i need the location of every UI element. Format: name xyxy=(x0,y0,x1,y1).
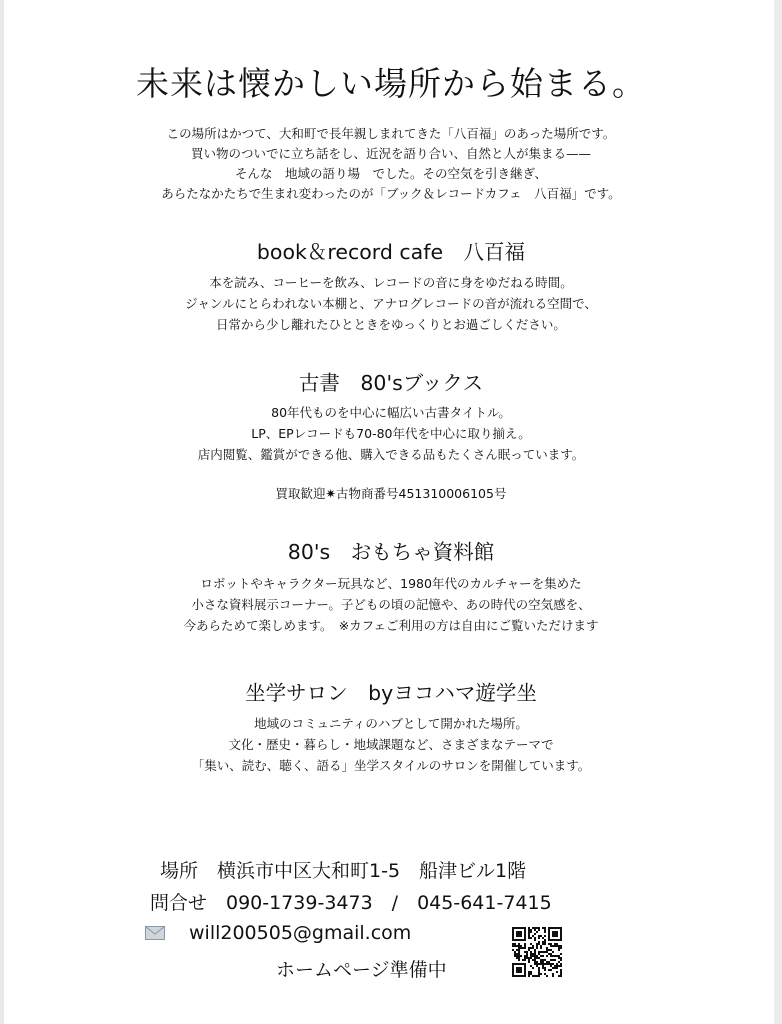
section-heading-cafe: book＆record cafe 八百福 xyxy=(256,240,526,264)
section-line: 文化・歴史・暮らし・地域課題など、さまざまなテーマで xyxy=(228,737,554,752)
section-line: LP、EPレコードも70-80年代を中心に取り揃え。 xyxy=(251,426,531,441)
email-row xyxy=(145,922,411,944)
section-line: 「集い、読む、聴く、語る」坐学スタイルのサロンを開催しています。 xyxy=(191,758,591,773)
section-line: 80年代ものを中心に幅広い古書タイトル。 xyxy=(271,405,511,420)
section-line: 本を読み、コーヒーを飲み、レコードの音に身をゆだねる時間。 xyxy=(209,275,573,290)
envelope-icon xyxy=(145,926,165,940)
intro-line: あらたなかたちで生まれ変わったのが「ブック＆レコードカフェ 八百福」です。 xyxy=(161,186,621,201)
section-body-salon xyxy=(0,713,782,776)
section-body-toy-museum xyxy=(0,573,782,636)
section-heading-toy-museum: 80's おもちゃ資料館 xyxy=(287,540,495,564)
homepage-status: ホームページ準備中 xyxy=(276,959,447,981)
email-address[interactable]: will200505@gmail.com xyxy=(189,922,412,944)
section-line: 地域のコミュニティのハブとして開かれた場所。 xyxy=(254,716,528,731)
intro-line: 買い物のついでに立ち話をし、近況を語り合い、自然と人が集まる—— xyxy=(190,146,591,161)
section-line: ロボットやキャラクター玩具など、1980年代のカルチャーを集めた xyxy=(200,576,582,591)
section-line: 小さな資料展示コーナー。子どもの頃の記憶や、あの時代の空気感を、 xyxy=(191,597,591,612)
intro-line: この場所はかつて、大和町で長年親しまれてきた「八百福」のあった場所です。 xyxy=(166,126,616,141)
intro-line: そんな 地域の語り場 でした。その空気を引き継ぎ、 xyxy=(234,166,547,181)
section-line: 店内閲覧、鑑賞ができる他、購入できる品もたくさん眠っています。 xyxy=(197,447,585,462)
qr-code-icon[interactable] xyxy=(512,927,562,977)
section-line: ジャンルにとらわれない本棚と、アナログレコードの音が流れる空間で、 xyxy=(185,296,597,311)
section-line: 今あらためて楽しめます。 ※カフェご利用の方は自由にご覧いただけます xyxy=(183,618,599,633)
page-title: 未来は懐かしい場所から始まる。 xyxy=(136,64,646,103)
section-body-books xyxy=(0,402,782,465)
section-heading-salon: 坐学サロン byヨコハマ遊学坐 xyxy=(245,681,537,705)
section-body-cafe xyxy=(0,272,782,335)
section-heading-books: 古書 80'sブックス xyxy=(298,371,484,395)
phone-line[interactable]: 問合せ 090-1739-3473 / 045-641-7415 xyxy=(150,892,552,914)
dealer-license-note: 買取歓迎✷古物商番号451310006105号 xyxy=(275,486,507,501)
section-line: 日常から少し離れたひとときをゆっくりとお過ごしください。 xyxy=(216,317,566,332)
address-line: 場所 横浜市中区大和町1-5 船津ビル1階 xyxy=(160,860,527,882)
intro-paragraph xyxy=(0,124,782,204)
